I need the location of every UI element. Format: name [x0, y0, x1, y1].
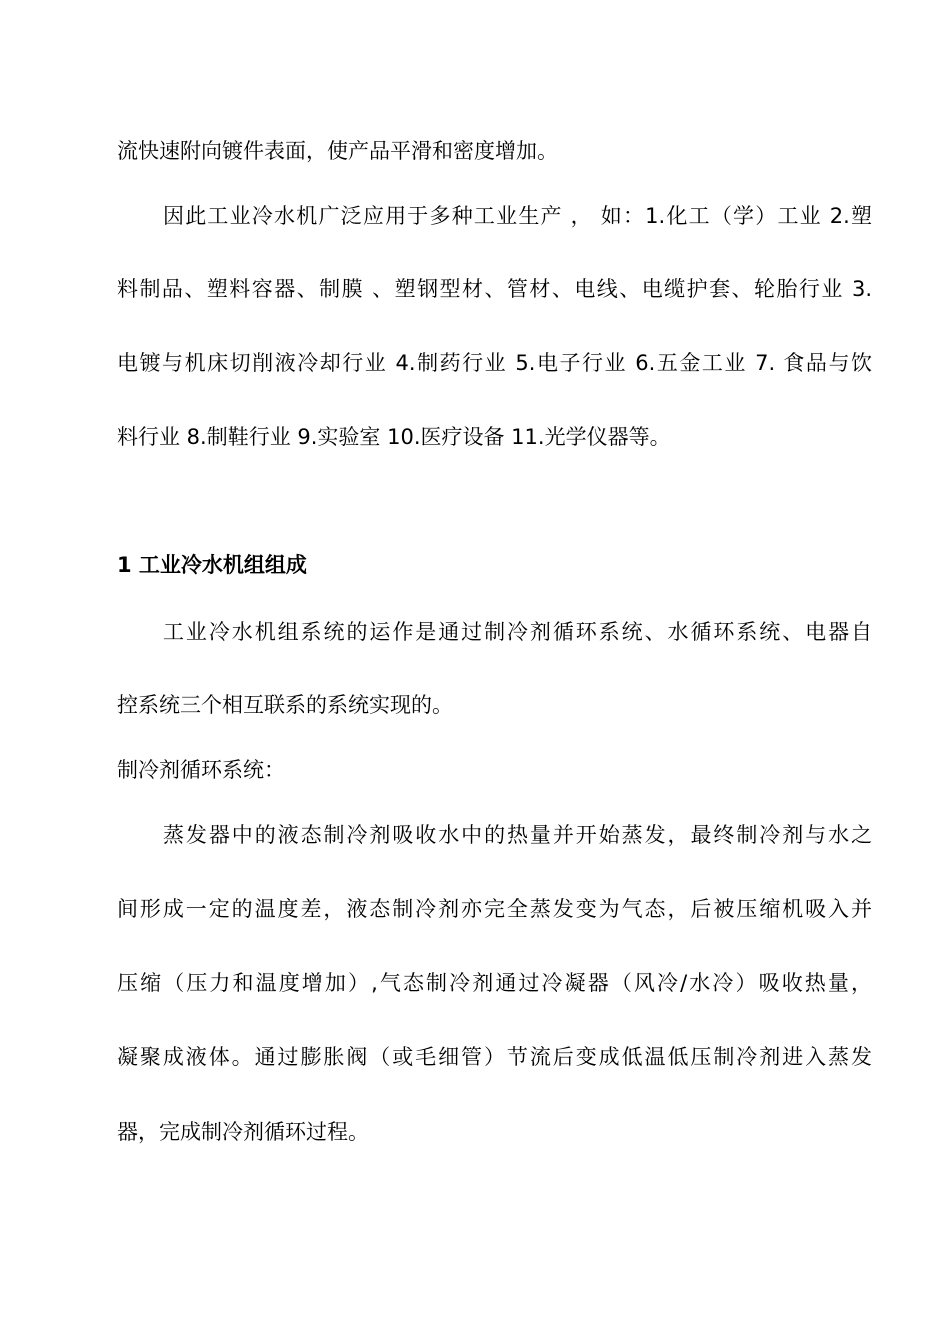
paragraph-line: 凝聚成液体。通过膨胀阀（或毛细管）节流后变成低温低压制冷剂进入蒸发 [117, 1045, 872, 1069]
paragraph-line: 料制品、塑料容器、制膜 、塑钢型材、管材、电线、电缆护套、轮胎行业 3. [117, 277, 872, 301]
paragraph-line: 料行业 8.制鞋行业 9.实验室 10.医疗设备 11.光学仪器等。 [117, 425, 671, 449]
paragraph-line: 器，完成制冷剂循环过程。 [117, 1120, 369, 1144]
paragraph-line: 压缩（压力和温度增加）,气态制冷剂通过冷凝器（风冷/水冷）吸收热量， [117, 971, 872, 995]
paragraph-line: 流快速附向镀件表面，使产品平滑和密度增加。 [117, 139, 558, 163]
paragraph-line: 因此工业冷水机广泛应用于多种工业生产 ， 如：1.化工（学）工业 2.塑 [163, 204, 872, 228]
paragraph-line: 电镀与机床切削液冷却行业 4.制药行业 5.电子行业 6.五金工业 7. 食品与饮 [117, 351, 872, 375]
paragraph-line: 工业冷水机组系统的运作是通过制冷剂循环系统、水循环系统、电器自 [163, 620, 872, 644]
paragraph-line: 控系统三个相互联系的系统实现的。 [117, 693, 453, 717]
section-heading: 1 工业冷水机组组成 [117, 553, 307, 577]
paragraph-line: 蒸发器中的液态制冷剂吸收水中的热量并开始蒸发，最终制冷剂与水之 [163, 823, 872, 847]
paragraph-line: 间形成一定的温度差，液态制冷剂亦完全蒸发变为气态，后被压缩机吸入并 [117, 897, 872, 921]
subheading: 制冷剂循环系统： [117, 758, 285, 782]
